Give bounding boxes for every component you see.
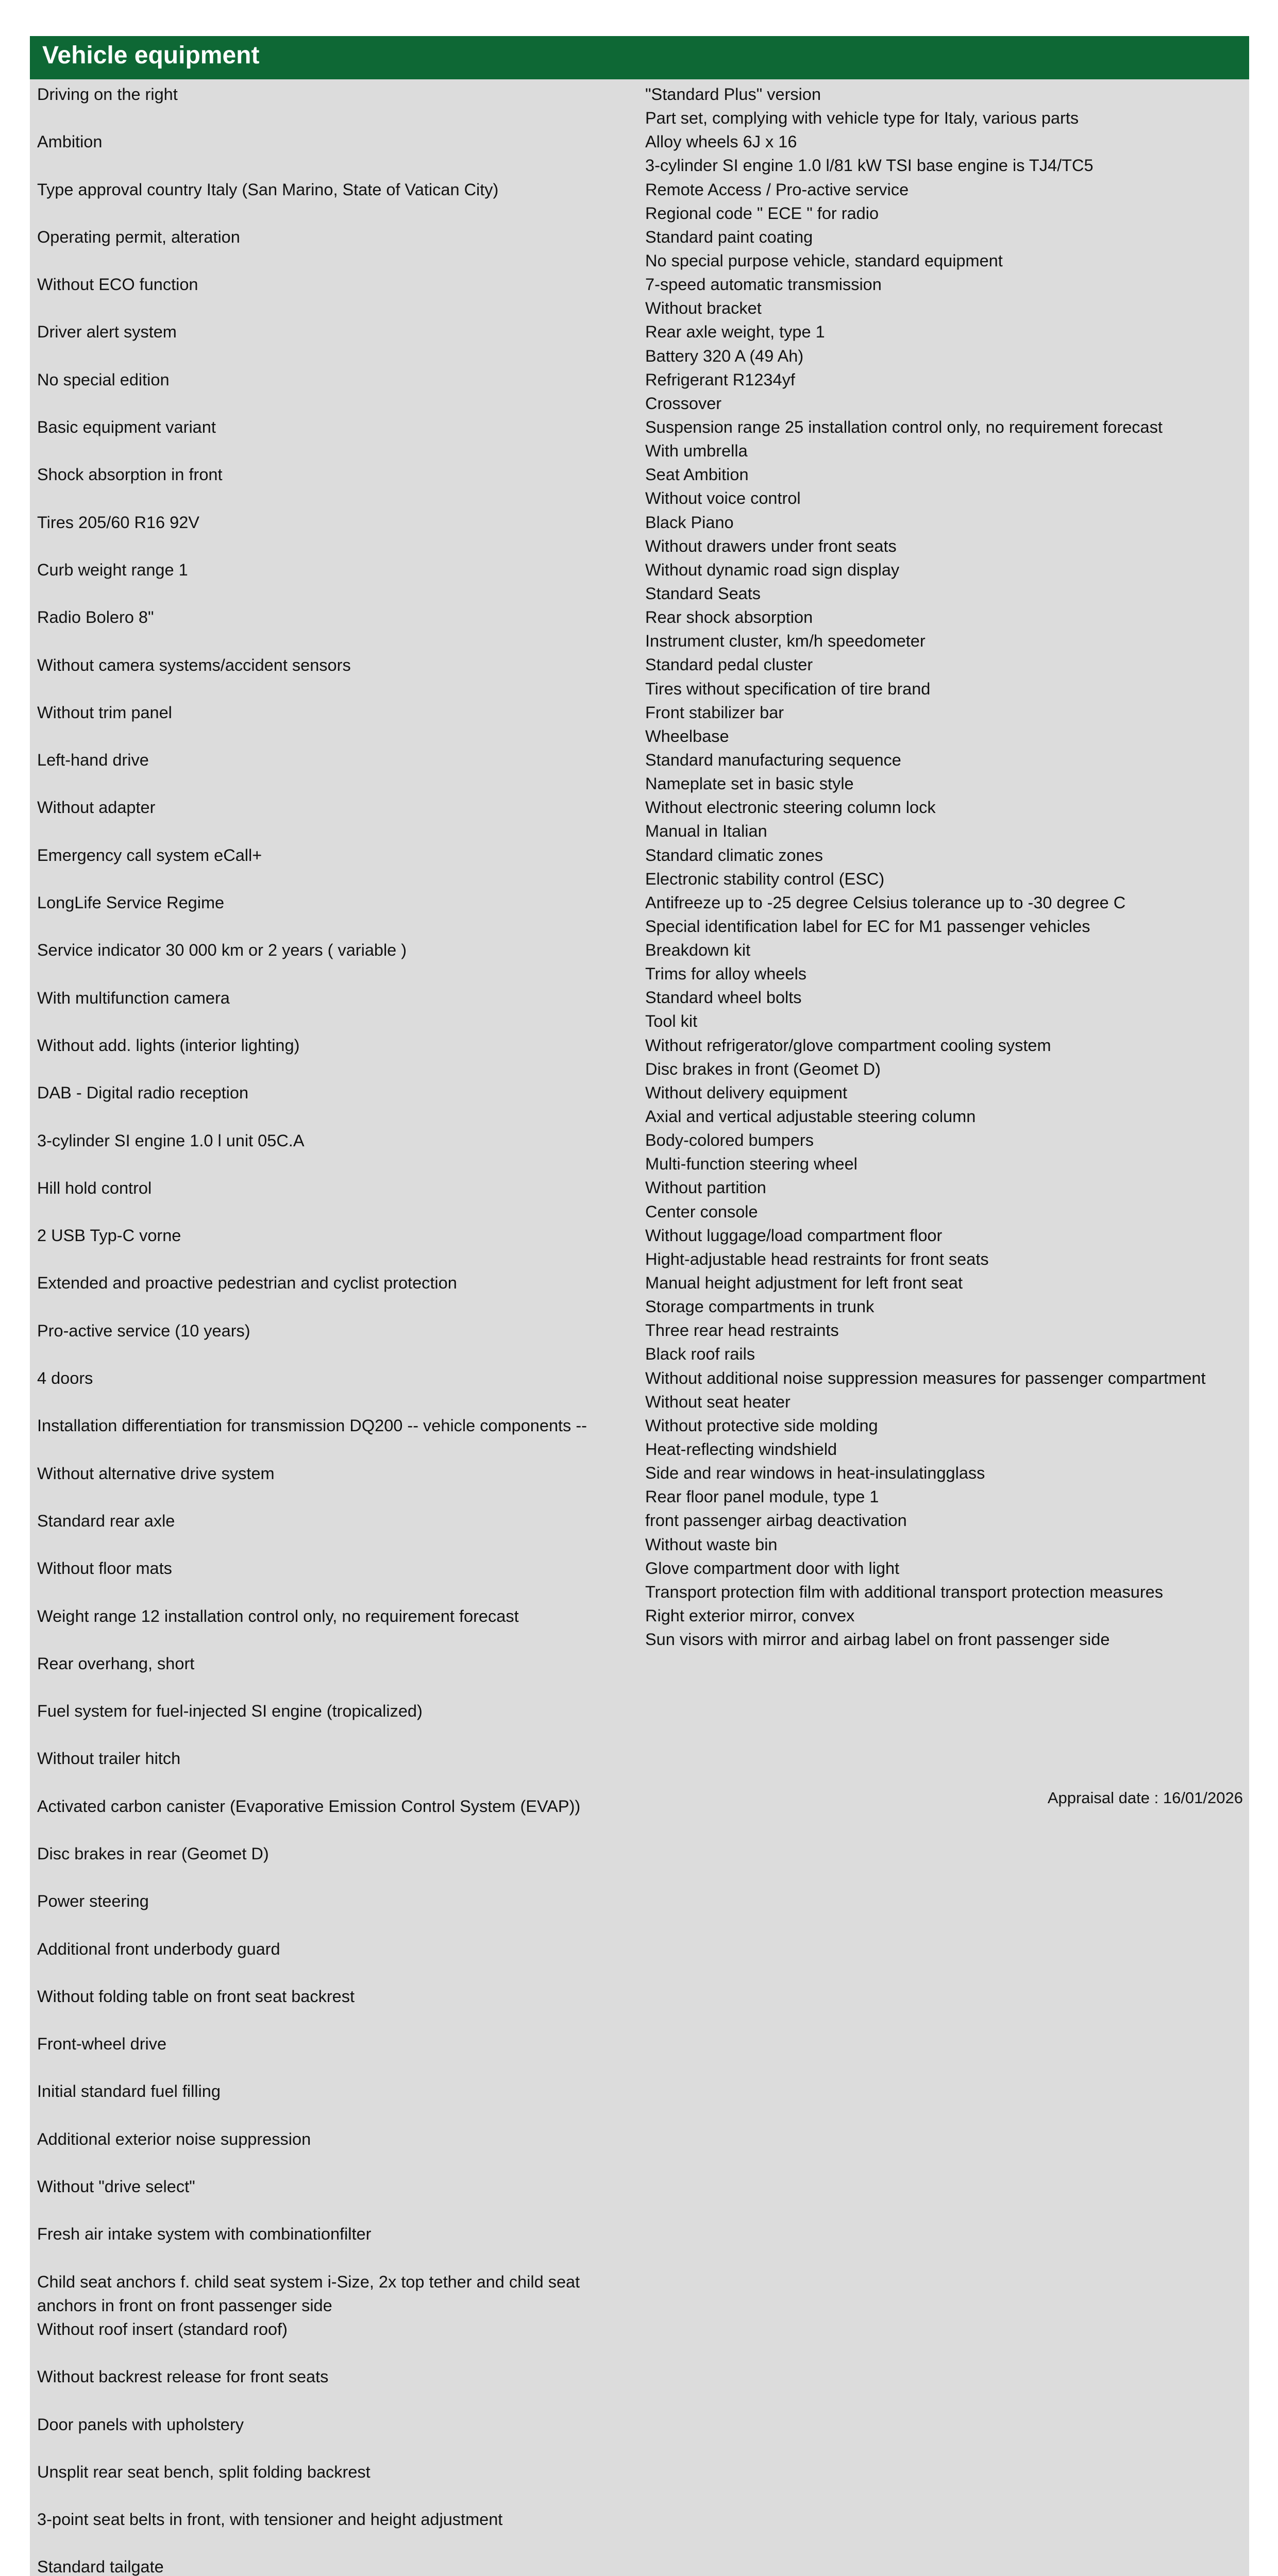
equipment-item: "Standard Plus" version xyxy=(645,85,821,104)
equipment-item: 3-cylinder SI engine 1.0 l/81 kW TSI base engine is TJ4/TC5 xyxy=(645,156,1094,175)
equipment-item: Without trailer hitch xyxy=(37,1749,181,1768)
equipment-item: Without luggage/load compartment floor xyxy=(645,1226,943,1245)
equipment-item: Pro-active service (10 years) xyxy=(37,1321,250,1340)
equipment-item: Instrument cluster, km/h speedometer xyxy=(645,632,926,651)
equipment-item: Type approval country Italy (San Marino, State of Vatican City) xyxy=(37,180,499,199)
equipment-item: Rear axle weight, type 1 xyxy=(645,323,825,342)
equipment-item: Fresh air intake system with combinationfilter xyxy=(37,2225,372,2244)
equipment-item: Standard Seats xyxy=(645,584,761,603)
equipment-item: Without camera systems/accident sensors xyxy=(37,655,351,674)
equipment-item: Part set, complying with vehicle type for Italy, various parts xyxy=(645,109,1079,128)
equipment-item: Additional front underbody guard xyxy=(37,1939,280,1958)
equipment-item: Black roof rails xyxy=(645,1345,755,1364)
equipment-item: Radio Bolero 8" xyxy=(37,608,154,627)
equipment-item: Left-hand drive xyxy=(37,751,149,770)
equipment-item: Rear floor panel module, type 1 xyxy=(645,1487,879,1506)
equipment-item: Standard tailgate xyxy=(37,2557,164,2576)
equipment-item: Side and rear windows in heat-insulatingglass xyxy=(645,1464,985,1483)
equipment-item: Without additional noise suppression measures for passenger compartment xyxy=(645,1368,1206,1387)
equipment-item: Right exterior mirror, convex xyxy=(645,1606,855,1625)
equipment-item: Without alternative drive system xyxy=(37,1464,275,1483)
equipment-item: Initial standard fuel filling xyxy=(37,2082,221,2101)
equipment-item: Door panels with upholstery xyxy=(37,2415,244,2434)
equipment-item: Tires 205/60 R16 92V xyxy=(37,513,199,532)
equipment-item: Electronic stability control (ESC) xyxy=(645,869,885,888)
equipment-item: Driving on the right xyxy=(37,85,178,104)
equipment-item: Crossover xyxy=(645,394,722,413)
equipment-item: Without roof insert (standard roof) xyxy=(37,2319,288,2338)
equipment-item: Hill hold control xyxy=(37,1178,152,1197)
equipment-item: Without "drive select" xyxy=(37,2177,195,2196)
equipment-item: Standard manufacturing sequence xyxy=(645,750,901,769)
equipment-item: Glove compartment door with light xyxy=(645,1558,900,1578)
vehicle-equipment-panel xyxy=(30,36,1249,2576)
equipment-item: Rear overhang, short xyxy=(37,1654,195,1673)
equipment-item: Without adapter xyxy=(37,798,156,817)
equipment-item: Fuel system for fuel-injected SI engine (tropicalized) xyxy=(37,1702,423,1721)
equipment-item: Trims for alloy wheels xyxy=(645,964,807,984)
equipment-item: Front-wheel drive xyxy=(37,2035,167,2054)
equipment-item: Seat Ambition xyxy=(645,465,749,484)
equipment-item: Without drawers under front seats xyxy=(645,536,897,555)
equipment-item: Standard paint coating xyxy=(645,227,813,246)
equipment-item: Nameplate set in basic style xyxy=(645,774,854,793)
equipment-item: Battery 320 A (49 Ah) xyxy=(645,346,804,365)
equipment-item: Special identification label for EC for M1 passenger vehicles xyxy=(645,917,1090,936)
equipment-item: Basic equipment variant xyxy=(37,418,216,437)
equipment-column-left xyxy=(30,82,645,2576)
equipment-item: 7-speed automatic transmission xyxy=(645,275,882,294)
equipment-item: Wheelbase xyxy=(645,726,729,745)
equipment-item: Without waste bin xyxy=(645,1535,778,1554)
equipment-item: Driver alert system xyxy=(37,323,177,342)
equipment-item: Body-colored bumpers xyxy=(645,1131,814,1150)
equipment-item: Without delivery equipment xyxy=(645,1083,847,1102)
equipment-item: Alloy wheels 6J x 16 xyxy=(645,132,797,151)
equipment-item: Without refrigerator/glove compartment cooling system xyxy=(645,1036,1051,1055)
equipment-item: Without backrest release for front seats xyxy=(37,2367,329,2386)
equipment-item: Ambition xyxy=(37,132,103,151)
equipment-item: Child seat anchors f. child seat system i-Size, 2x top tether and child seat anchors in front on front passenger side xyxy=(37,2272,580,2315)
equipment-item: Shock absorption in front xyxy=(37,465,223,484)
equipment-item: Without electronic steering column lock xyxy=(645,798,936,817)
equipment-item: Black Piano xyxy=(645,513,734,532)
equipment-item: Antifreeze up to -25 degree Celsius tolerance up to -30 degree C xyxy=(645,893,1126,912)
equipment-item: 3-point seat belts in front, with tensioner and height adjustment xyxy=(37,2510,503,2529)
equipment-item: Remote Access / Pro-active service xyxy=(645,180,909,199)
equipment-item: Sun visors with mirror and airbag label on front passenger side xyxy=(645,1630,1110,1649)
equipment-item: Activated carbon canister (Evaporative Emission Control System (EVAP)) xyxy=(37,1797,581,1816)
equipment-item: Curb weight range 1 xyxy=(37,560,188,579)
equipment-item: Without floor mats xyxy=(37,1559,172,1578)
equipment-item: Tires without specification of tire brand xyxy=(645,679,931,698)
equipment-item: Regional code " ECE " for radio xyxy=(645,204,879,223)
equipment-item: Standard pedal cluster xyxy=(645,655,813,674)
equipment-item: Breakdown kit xyxy=(645,941,751,960)
equipment-item: Heat-reflecting windshield xyxy=(645,1440,837,1459)
equipment-item: Transport protection film with additional transport protection measures xyxy=(645,1582,1163,1601)
equipment-item: Emergency call system eCall+ xyxy=(37,845,262,865)
equipment-item: Without voice control xyxy=(645,489,801,508)
equipment-item: LongLife Service Regime xyxy=(37,893,225,912)
equipment-item: No special edition xyxy=(37,370,170,389)
equipment-item: Axial and vertical adjustable steering column xyxy=(645,1107,976,1126)
equipment-item: 3-cylinder SI engine 1.0 l unit 05C.A xyxy=(37,1131,305,1150)
equipment-item: Without seat heater xyxy=(645,1392,791,1411)
equipment-item: Without add. lights (interior lighting) xyxy=(37,1036,300,1055)
equipment-item: DAB - Digital radio reception xyxy=(37,1083,249,1103)
equipment-item: Storage compartments in trunk xyxy=(645,1297,875,1316)
equipment-item: Center console xyxy=(645,1202,758,1221)
equipment-item: Three rear head restraints xyxy=(645,1321,839,1340)
equipment-item: Standard climatic zones xyxy=(645,845,823,865)
equipment-item: Standard wheel bolts xyxy=(645,988,802,1007)
equipment-item: Without ECO function xyxy=(37,275,198,294)
equipment-item: Manual height adjustment for left front seat xyxy=(645,1274,963,1293)
equipment-item: Without protective side molding xyxy=(645,1416,878,1435)
equipment-list xyxy=(30,79,1249,2576)
equipment-item: Operating permit, alteration xyxy=(37,227,240,246)
equipment-item: No special purpose vehicle, standard equipment xyxy=(645,251,1003,270)
equipment-item: Hight-adjustable head restraints for front seats xyxy=(645,1249,989,1268)
equipment-item: Without trim panel xyxy=(37,703,172,722)
equipment-item: Installation differentiation for transmission DQ200 -- vehicle components -- xyxy=(37,1416,587,1435)
equipment-item: Rear shock absorption xyxy=(645,608,813,627)
equipment-item: Without bracket xyxy=(645,299,762,318)
equipment-item: Service indicator 30 000 km or 2 years ( variable ) xyxy=(37,941,407,960)
equipment-item: Disc brakes in front (Geomet D) xyxy=(645,1059,881,1078)
equipment-item: Multi-function steering wheel xyxy=(645,1155,857,1174)
equipment-item: Additional exterior noise suppression xyxy=(37,2129,311,2148)
equipment-item: Disc brakes in rear (Geomet D) xyxy=(37,1844,269,1863)
equipment-item: Refrigerant R1234yf xyxy=(645,370,795,389)
equipment-item: front passenger airbag deactivation xyxy=(645,1511,907,1530)
equipment-item: With umbrella xyxy=(645,442,748,461)
section-title: Vehicle equipment xyxy=(30,36,1249,79)
equipment-item: Without partition xyxy=(645,1178,766,1197)
equipment-item: 2 USB Typ-C vorne xyxy=(37,1226,181,1245)
equipment-item: Power steering xyxy=(37,1892,149,1911)
equipment-item: 4 doors xyxy=(37,1369,93,1388)
equipment-item: Unsplit rear seat bench, split folding backrest xyxy=(37,2462,371,2481)
equipment-item: Front stabilizer bar xyxy=(645,703,784,722)
equipment-item: Standard rear axle xyxy=(37,1511,175,1530)
equipment-item: Tool kit xyxy=(645,1012,698,1031)
equipment-item: Without dynamic road sign display xyxy=(645,560,900,579)
equipment-item: Extended and proactive pedestrian and cyclist protection xyxy=(37,1274,457,1293)
equipment-item: Without folding table on front seat backrest xyxy=(37,1987,355,2006)
equipment-item: Weight range 12 installation control only, no requirement forecast xyxy=(37,1606,519,1625)
appraisal-date: Appraisal date : 16/01/2026 xyxy=(1047,1789,1243,1807)
equipment-item: Suspension range 25 installation control only, no requirement forecast xyxy=(645,417,1163,436)
equipment-column-right xyxy=(645,82,1249,2576)
equipment-item: With multifunction camera xyxy=(37,988,230,1007)
equipment-item: Manual in Italian xyxy=(645,822,767,841)
